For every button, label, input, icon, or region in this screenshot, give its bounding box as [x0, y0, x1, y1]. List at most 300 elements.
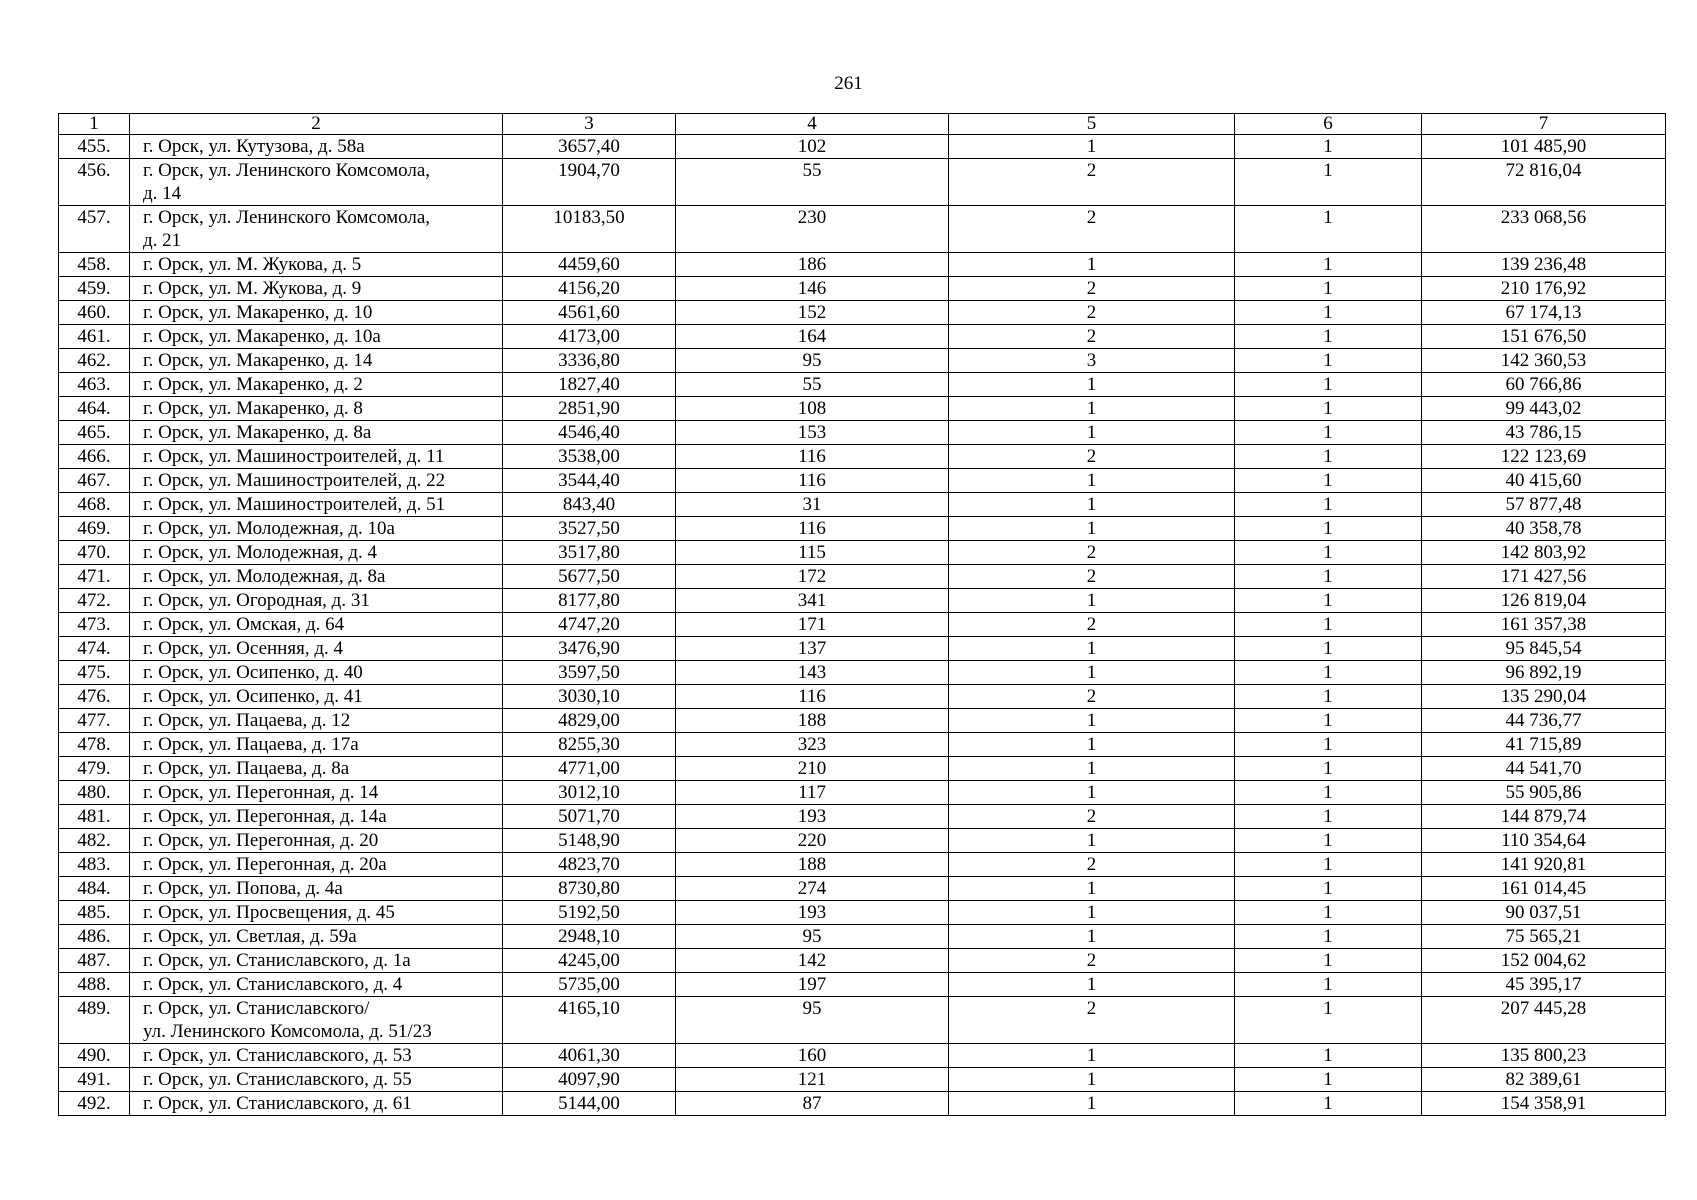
column-5-cell: 2 — [949, 277, 1235, 301]
column-6-cell: 1 — [1235, 901, 1422, 925]
column-4-cell: 171 — [676, 613, 949, 637]
address-cell — [130, 301, 503, 325]
address-line: г. Орск, ул. Макаренко, д. 10 — [143, 302, 373, 323]
address-cell — [130, 853, 503, 877]
row-number-cell: 469. — [59, 517, 130, 541]
header-cell-2: 2 — [130, 114, 503, 135]
column-6-cell: 1 — [1235, 973, 1422, 997]
row-number-cell: 489. — [59, 997, 130, 1044]
column-6-cell: 1 — [1235, 445, 1422, 469]
table-row — [59, 421, 1666, 445]
table-row — [59, 349, 1666, 373]
amount-cell: 57 877,48 — [1422, 493, 1666, 517]
column-5-cell: 2 — [949, 206, 1235, 253]
address-cell — [130, 637, 503, 661]
address-cell — [130, 757, 503, 781]
address-line: г. Орск, ул. Молодежная, д. 10а — [143, 518, 395, 539]
area-cell: 3517,80 — [503, 541, 676, 565]
table-row — [59, 325, 1666, 349]
row-number-cell: 471. — [59, 565, 130, 589]
area-cell: 3544,40 — [503, 469, 676, 493]
header-cell-4: 4 — [676, 114, 949, 135]
table-row — [59, 135, 1666, 159]
amount-cell: 141 920,81 — [1422, 853, 1666, 877]
column-5-cell: 2 — [949, 159, 1235, 206]
address-cell — [130, 469, 503, 493]
address-line: г. Орск, ул. Макаренко, д. 8а — [143, 422, 372, 443]
column-4-cell: 87 — [676, 1092, 949, 1116]
address-cell — [130, 781, 503, 805]
column-4-cell: 274 — [676, 877, 949, 901]
address-line: г. Орск, ул. Перегонная, д. 20 — [143, 830, 379, 851]
column-6-cell: 1 — [1235, 159, 1422, 206]
address-cell — [130, 661, 503, 685]
table-row — [59, 709, 1666, 733]
column-5-cell: 1 — [949, 1092, 1235, 1116]
column-6-cell: 1 — [1235, 853, 1422, 877]
address-line: д. 21 — [143, 230, 182, 251]
address-line: г. Орск, ул. Перегонная, д. 14а — [143, 806, 387, 827]
column-6-cell: 1 — [1235, 1092, 1422, 1116]
table-row — [59, 637, 1666, 661]
column-6-cell: 1 — [1235, 877, 1422, 901]
column-4-cell: 323 — [676, 733, 949, 757]
header-cell-5: 5 — [949, 114, 1235, 135]
row-number-cell: 473. — [59, 613, 130, 637]
amount-cell: 207 445,28 — [1422, 997, 1666, 1044]
column-5-cell: 1 — [949, 1068, 1235, 1092]
row-number-cell: 462. — [59, 349, 130, 373]
row-number-cell: 458. — [59, 253, 130, 277]
column-6-cell: 1 — [1235, 829, 1422, 853]
address-line: г. Орск, ул. Машиностроителей, д. 51 — [143, 494, 446, 515]
column-6-cell: 1 — [1235, 397, 1422, 421]
row-number-cell: 459. — [59, 277, 130, 301]
column-4-cell: 143 — [676, 661, 949, 685]
row-number-cell: 464. — [59, 397, 130, 421]
address-line: г. Орск, ул. Станиславского, д. 4 — [143, 974, 403, 995]
table-row — [59, 301, 1666, 325]
amount-cell: 110 354,64 — [1422, 829, 1666, 853]
row-number-cell: 490. — [59, 1044, 130, 1068]
table-row — [59, 685, 1666, 709]
area-cell: 1827,40 — [503, 373, 676, 397]
address-line: г. Орск, ул. Макаренко, д. 2 — [143, 374, 363, 395]
amount-cell: 96 892,19 — [1422, 661, 1666, 685]
column-4-cell: 116 — [676, 517, 949, 541]
row-number-cell: 463. — [59, 373, 130, 397]
column-5-cell: 2 — [949, 325, 1235, 349]
column-4-cell: 210 — [676, 757, 949, 781]
column-4-cell: 108 — [676, 397, 949, 421]
row-number-cell: 480. — [59, 781, 130, 805]
table-row — [59, 493, 1666, 517]
area-cell: 3538,00 — [503, 445, 676, 469]
row-number-cell: 465. — [59, 421, 130, 445]
amount-cell: 152 004,62 — [1422, 949, 1666, 973]
amount-cell: 60 766,86 — [1422, 373, 1666, 397]
table-row — [59, 373, 1666, 397]
address-cell — [130, 613, 503, 637]
column-6-cell: 1 — [1235, 301, 1422, 325]
address-cell — [130, 253, 503, 277]
column-5-cell: 1 — [949, 135, 1235, 159]
address-line: г. Орск, ул. Попова, д. 4а — [143, 878, 343, 899]
table-row — [59, 853, 1666, 877]
table-row — [59, 1068, 1666, 1092]
address-cell — [130, 805, 503, 829]
address-cell — [130, 1068, 503, 1092]
column-4-cell: 117 — [676, 781, 949, 805]
address-cell — [130, 949, 503, 973]
column-6-cell: 1 — [1235, 541, 1422, 565]
column-4-cell: 116 — [676, 445, 949, 469]
column-6-cell: 1 — [1235, 421, 1422, 445]
table-row — [59, 973, 1666, 997]
column-4-cell: 186 — [676, 253, 949, 277]
address-line: г. Орск, ул. Ленинского Комсомола, — [143, 160, 431, 181]
column-5-cell: 2 — [949, 949, 1235, 973]
column-4-cell: 142 — [676, 949, 949, 973]
column-6-cell: 1 — [1235, 493, 1422, 517]
address-cell — [130, 349, 503, 373]
column-4-cell: 102 — [676, 135, 949, 159]
amount-cell: 161 014,45 — [1422, 877, 1666, 901]
column-5-cell: 2 — [949, 445, 1235, 469]
column-5-cell: 1 — [949, 589, 1235, 613]
address-cell — [130, 877, 503, 901]
column-4-cell: 95 — [676, 997, 949, 1044]
address-line: г. Орск, ул. М. Жукова, д. 9 — [143, 278, 362, 299]
address-cell — [130, 277, 503, 301]
row-number-cell: 457. — [59, 206, 130, 253]
column-4-cell: 197 — [676, 973, 949, 997]
table-row — [59, 1044, 1666, 1068]
row-number-cell: 474. — [59, 637, 130, 661]
column-6-cell: 1 — [1235, 709, 1422, 733]
address-line: г. Орск, ул. Станиславского/ — [143, 998, 370, 1019]
row-number-cell: 476. — [59, 685, 130, 709]
column-6-cell: 1 — [1235, 253, 1422, 277]
area-cell: 5148,90 — [503, 829, 676, 853]
area-cell: 4173,00 — [503, 325, 676, 349]
row-number-cell: 468. — [59, 493, 130, 517]
header-cell-6: 6 — [1235, 114, 1422, 135]
table-row — [59, 469, 1666, 493]
address-line: г. Орск, ул. Огородная, д. 31 — [143, 590, 370, 611]
row-number-cell: 485. — [59, 901, 130, 925]
table-row — [59, 541, 1666, 565]
address-cell — [130, 325, 503, 349]
column-5-cell: 1 — [949, 877, 1235, 901]
table-row — [59, 997, 1666, 1044]
amount-cell: 139 236,48 — [1422, 253, 1666, 277]
area-cell: 5192,50 — [503, 901, 676, 925]
table-row — [59, 757, 1666, 781]
area-cell: 3527,50 — [503, 517, 676, 541]
area-cell: 3476,90 — [503, 637, 676, 661]
address-line: г. Орск, ул. Макаренко, д. 8 — [143, 398, 363, 419]
address-cell — [130, 206, 503, 253]
address-cell — [130, 1092, 503, 1116]
area-cell: 843,40 — [503, 493, 676, 517]
address-line: г. Орск, ул. Станиславского, д. 55 — [143, 1069, 412, 1090]
amount-cell: 135 290,04 — [1422, 685, 1666, 709]
amount-cell: 99 443,02 — [1422, 397, 1666, 421]
amount-cell: 40 358,78 — [1422, 517, 1666, 541]
amount-cell: 171 427,56 — [1422, 565, 1666, 589]
table-row — [59, 206, 1666, 253]
address-line: г. Орск, ул. Макаренко, д. 10а — [143, 326, 381, 347]
area-cell: 4245,00 — [503, 949, 676, 973]
column-4-cell: 116 — [676, 469, 949, 493]
amount-cell: 41 715,89 — [1422, 733, 1666, 757]
column-6-cell: 1 — [1235, 949, 1422, 973]
column-5-cell: 2 — [949, 613, 1235, 637]
column-5-cell: 1 — [949, 253, 1235, 277]
address-cell — [130, 397, 503, 421]
column-6-cell: 1 — [1235, 637, 1422, 661]
column-4-cell: 188 — [676, 709, 949, 733]
address-cell — [130, 421, 503, 445]
row-number-cell: 470. — [59, 541, 130, 565]
column-6-cell: 1 — [1235, 733, 1422, 757]
column-5-cell: 1 — [949, 733, 1235, 757]
address-cell — [130, 829, 503, 853]
column-6-cell: 1 — [1235, 925, 1422, 949]
area-cell: 4459,60 — [503, 253, 676, 277]
column-4-cell: 137 — [676, 637, 949, 661]
column-6-cell: 1 — [1235, 565, 1422, 589]
address-cell — [130, 517, 503, 541]
amount-cell: 72 816,04 — [1422, 159, 1666, 206]
address-cell — [130, 159, 503, 206]
address-cell — [130, 901, 503, 925]
column-6-cell: 1 — [1235, 517, 1422, 541]
row-number-cell: 484. — [59, 877, 130, 901]
column-5-cell: 1 — [949, 517, 1235, 541]
table-row — [59, 517, 1666, 541]
column-6-cell: 1 — [1235, 1044, 1422, 1068]
column-6-cell: 1 — [1235, 613, 1422, 637]
table-row — [59, 829, 1666, 853]
area-cell: 4156,20 — [503, 277, 676, 301]
table-row — [59, 901, 1666, 925]
area-cell: 5735,00 — [503, 973, 676, 997]
table-row — [59, 397, 1666, 421]
table-body — [59, 114, 1666, 1116]
row-number-cell: 479. — [59, 757, 130, 781]
address-line: г. Орск, ул. М. Жукова, д. 5 — [143, 254, 362, 275]
column-6-cell: 1 — [1235, 325, 1422, 349]
column-4-cell: 230 — [676, 206, 949, 253]
address-line: г. Орск, ул. Машиностроителей, д. 11 — [143, 446, 445, 467]
column-5-cell: 1 — [949, 901, 1235, 925]
row-number-cell: 472. — [59, 589, 130, 613]
table-row — [59, 733, 1666, 757]
column-4-cell: 95 — [676, 925, 949, 949]
area-cell: 5677,50 — [503, 565, 676, 589]
area-cell: 8177,80 — [503, 589, 676, 613]
column-6-cell: 1 — [1235, 277, 1422, 301]
row-number-cell: 482. — [59, 829, 130, 853]
column-6-cell: 1 — [1235, 206, 1422, 253]
address-cell — [130, 973, 503, 997]
address-line: г. Орск, ул. Макаренко, д. 14 — [143, 350, 373, 371]
address-line: г. Орск, ул. Ленинского Комсомола, — [143, 207, 431, 228]
table-row — [59, 565, 1666, 589]
column-6-cell: 1 — [1235, 349, 1422, 373]
area-cell: 8255,30 — [503, 733, 676, 757]
table-row — [59, 805, 1666, 829]
address-cell — [130, 733, 503, 757]
area-cell: 3657,40 — [503, 135, 676, 159]
address-line: г. Орск, ул. Светлая, д. 59а — [143, 926, 357, 947]
address-cell — [130, 493, 503, 517]
amount-cell: 82 389,61 — [1422, 1068, 1666, 1092]
table-row — [59, 589, 1666, 613]
column-5-cell: 2 — [949, 805, 1235, 829]
area-cell: 2851,90 — [503, 397, 676, 421]
area-cell: 3030,10 — [503, 685, 676, 709]
amount-cell: 45 395,17 — [1422, 973, 1666, 997]
table-row — [59, 781, 1666, 805]
column-4-cell: 116 — [676, 685, 949, 709]
column-4-cell: 115 — [676, 541, 949, 565]
address-cell — [130, 445, 503, 469]
address-line: г. Орск, ул. Перегонная, д. 20а — [143, 854, 387, 875]
area-cell: 4747,20 — [503, 613, 676, 637]
column-4-cell: 164 — [676, 325, 949, 349]
area-cell: 4165,10 — [503, 997, 676, 1044]
column-5-cell: 2 — [949, 685, 1235, 709]
page-number: 261 — [834, 73, 863, 94]
column-6-cell: 1 — [1235, 781, 1422, 805]
area-cell: 2948,10 — [503, 925, 676, 949]
table-row — [59, 925, 1666, 949]
address-line: г. Орск, ул. Пацаева, д. 8а — [143, 758, 350, 779]
amount-cell: 135 800,23 — [1422, 1044, 1666, 1068]
address-line: г. Орск, ул. Станиславского, д. 61 — [143, 1093, 412, 1114]
column-5-cell: 1 — [949, 829, 1235, 853]
area-cell: 4829,00 — [503, 709, 676, 733]
column-5-cell: 1 — [949, 1044, 1235, 1068]
column-5-cell: 2 — [949, 301, 1235, 325]
row-number-cell: 461. — [59, 325, 130, 349]
column-4-cell: 153 — [676, 421, 949, 445]
column-4-cell: 220 — [676, 829, 949, 853]
row-number-cell: 456. — [59, 159, 130, 206]
row-number-cell: 477. — [59, 709, 130, 733]
column-5-cell: 2 — [949, 541, 1235, 565]
amount-cell: 144 879,74 — [1422, 805, 1666, 829]
column-5-cell: 1 — [949, 973, 1235, 997]
column-4-cell: 188 — [676, 853, 949, 877]
address-line: г. Орск, ул. Машиностроителей, д. 22 — [143, 470, 446, 491]
row-number-cell: 481. — [59, 805, 130, 829]
amount-cell: 210 176,92 — [1422, 277, 1666, 301]
column-5-cell: 1 — [949, 757, 1235, 781]
row-number-cell: 466. — [59, 445, 130, 469]
column-4-cell: 193 — [676, 901, 949, 925]
data-table — [58, 113, 1666, 1116]
column-4-cell: 55 — [676, 373, 949, 397]
row-number-cell: 491. — [59, 1068, 130, 1092]
area-cell: 5071,70 — [503, 805, 676, 829]
amount-cell: 151 676,50 — [1422, 325, 1666, 349]
column-4-cell: 172 — [676, 565, 949, 589]
amount-cell: 67 174,13 — [1422, 301, 1666, 325]
address-cell — [130, 709, 503, 733]
area-cell: 4823,70 — [503, 853, 676, 877]
column-6-cell: 1 — [1235, 997, 1422, 1044]
header-cell-3: 3 — [503, 114, 676, 135]
column-5-cell: 3 — [949, 349, 1235, 373]
address-cell — [130, 589, 503, 613]
amount-cell: 126 819,04 — [1422, 589, 1666, 613]
amount-cell: 122 123,69 — [1422, 445, 1666, 469]
row-number-cell: 460. — [59, 301, 130, 325]
header-cell-7: 7 — [1422, 114, 1666, 135]
row-number-cell: 467. — [59, 469, 130, 493]
address-cell — [130, 373, 503, 397]
row-number-cell: 486. — [59, 925, 130, 949]
table-row — [59, 949, 1666, 973]
amount-cell: 75 565,21 — [1422, 925, 1666, 949]
table-row — [59, 277, 1666, 301]
column-6-cell: 1 — [1235, 1068, 1422, 1092]
table-row — [59, 159, 1666, 206]
row-number-cell: 492. — [59, 1092, 130, 1116]
area-cell: 4561,60 — [503, 301, 676, 325]
address-line: г. Орск, ул. Станиславского, д. 1а — [143, 950, 411, 971]
address-line: г. Орск, ул. Осипенко, д. 41 — [143, 686, 363, 707]
address-line: г. Орск, ул. Станиславского, д. 53 — [143, 1045, 412, 1066]
row-number-cell: 488. — [59, 973, 130, 997]
area-cell: 4097,90 — [503, 1068, 676, 1092]
area-cell: 8730,80 — [503, 877, 676, 901]
table-row — [59, 1092, 1666, 1116]
amount-cell: 154 358,91 — [1422, 1092, 1666, 1116]
amount-cell: 161 357,38 — [1422, 613, 1666, 637]
column-6-cell: 1 — [1235, 135, 1422, 159]
column-5-cell: 2 — [949, 997, 1235, 1044]
column-4-cell: 31 — [676, 493, 949, 517]
address-line: г. Орск, ул. Молодежная, д. 4 — [143, 542, 378, 563]
address-cell — [130, 565, 503, 589]
table-row — [59, 613, 1666, 637]
row-number-cell: 487. — [59, 949, 130, 973]
column-6-cell: 1 — [1235, 589, 1422, 613]
column-6-cell: 1 — [1235, 757, 1422, 781]
address-line: г. Орск, ул. Пацаева, д. 12 — [143, 710, 351, 731]
column-6-cell: 1 — [1235, 661, 1422, 685]
address-cell — [130, 925, 503, 949]
column-6-cell: 1 — [1235, 373, 1422, 397]
column-5-cell: 2 — [949, 565, 1235, 589]
header-row — [59, 114, 1666, 135]
address-line: д. 14 — [143, 183, 182, 204]
column-4-cell: 95 — [676, 349, 949, 373]
amount-cell: 101 485,90 — [1422, 135, 1666, 159]
address-line: г. Орск, ул. Молодежная, д. 8а — [143, 566, 386, 587]
area-cell: 4546,40 — [503, 421, 676, 445]
amount-cell: 90 037,51 — [1422, 901, 1666, 925]
column-5-cell: 1 — [949, 469, 1235, 493]
amount-cell: 43 786,15 — [1422, 421, 1666, 445]
column-5-cell: 1 — [949, 781, 1235, 805]
address-line: г. Орск, ул. Осенняя, д. 4 — [143, 638, 343, 659]
